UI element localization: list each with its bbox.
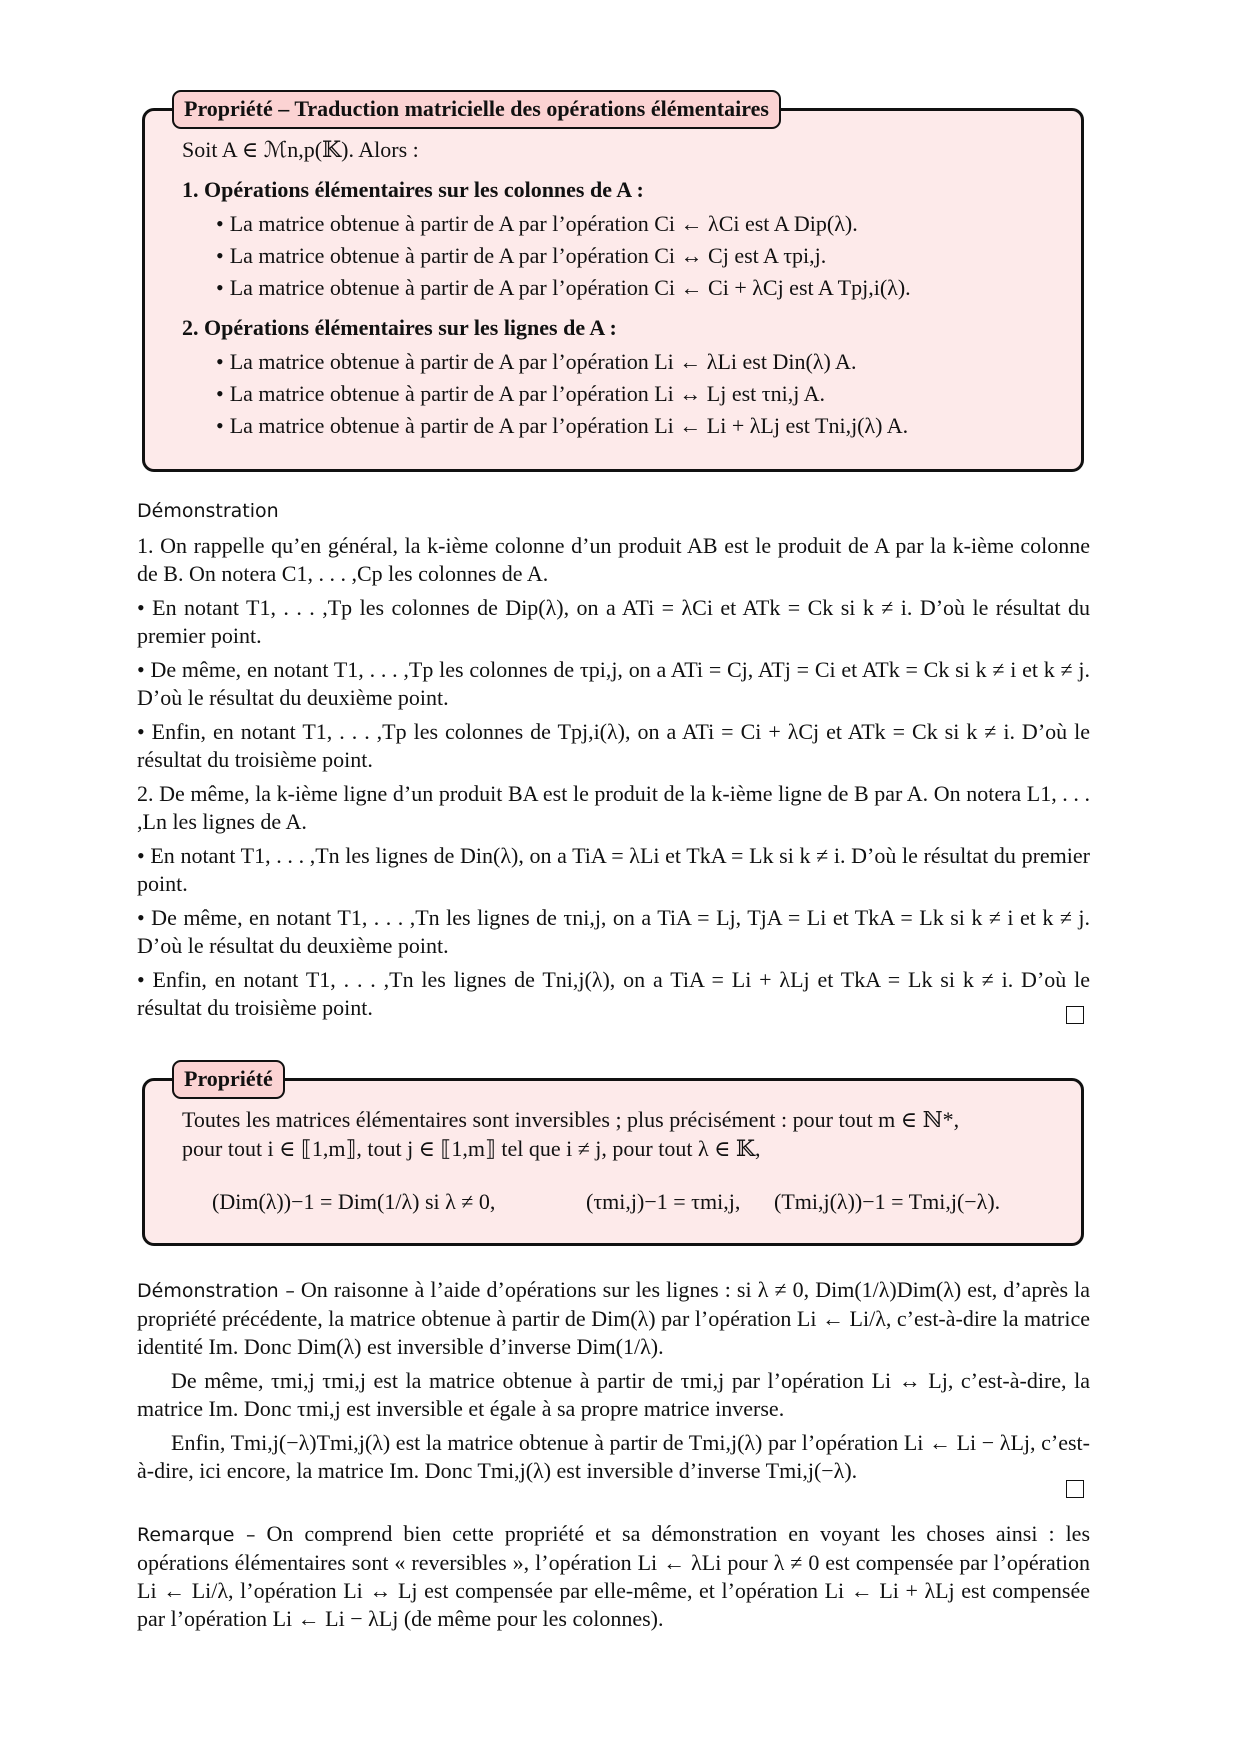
property-title-operations: Propriété – Traduction matricielle des opérations élémentaires (172, 90, 781, 129)
columns-item-3: • La matrice obtenue à partir de A par l’opération Ci ← Ci + λCj est A Tpj,i(λ). (216, 274, 911, 302)
demo-paragraph-8: • Enfin, en notant T1, . . . ,Tn les lignes de Tni,j(λ), on a TiA = Li + λLj et TkA = Lk si k ≠ i. D’où le résultat du troisième point. (137, 967, 1090, 1020)
demo-paragraph-2: • En notant T1, . . . ,Tp les colonnes de Dip(λ), on a ATi = λCi et ATk = Ck si k ≠ i. D’où le résultat du premier point. (137, 595, 1090, 648)
columns-item-1: • La matrice obtenue à partir de A par l’opération Ci ← λCi est A Dip(λ). (216, 210, 858, 238)
demo-paragraph-6: • En notant T1, . . . ,Tn les lignes de Din(λ), on a TiA = λLi et TkA = Lk si k ≠ i. D’où le résultat du premier point. (137, 843, 1090, 896)
demonstration-2-label: Démonstration – (137, 1280, 295, 1302)
rows-item-2: • La matrice obtenue à partir de A par l’opération Li ↔ Lj est τni,j A. (216, 380, 825, 408)
demo-paragraph-1: 1. On rappelle qu’en général, la k-ième colonne d’un produit AB est le produit de A par la k-ième colonne de B. On notera C1, . . . ,Cp les colonnes de A. (137, 533, 1090, 586)
demo2-paragraph-2: De même, τmi,j τmi,j est la matrice obtenue à partir de τmi,j par l’opération Li ↔ Lj, c’est-à-dire, la matrice Im. Donc τmi,j est inversible et égale à sa propre matrice inverse. (137, 1368, 1090, 1421)
rows-heading: 2. Opérations élémentaires sur les lignes de A : (182, 315, 617, 340)
remark-body (137, 1520, 1090, 1639)
qed-square-icon-2 (1066, 1480, 1084, 1498)
demo-paragraph-7: • De même, en notant T1, . . . ,Tn les lignes de τni,j, on a TiA = Lj, TjA = Li et TkA = Lk si k ≠ i et k ≠ j. D’où le résultat du deuxième point. (137, 905, 1090, 958)
demo2-paragraph-3: Enfin, Tmi,j(−λ)Tmi,j(λ) est la matrice obtenue à partir de Tmi,j(λ) par l’opération Li ← Li − λLj, c’est-à-dire, ici encore, la matrice Im. Donc Tmi,j(λ) est inversible d’inverse Tmi,j(−λ). (137, 1430, 1090, 1483)
rows-item-1: • La matrice obtenue à partir de A par l’opération Li ← λLi est Din(λ) A. (216, 348, 856, 376)
inverse-formula-tau: (τmi,j)−1 = τmi,j, (586, 1189, 741, 1214)
demo2-paragraph-1-text: On raisonne à l’aide d’opérations sur les lignes : si λ ≠ 0, Dim(1/λ)Dim(λ) est, d’après la propriété précédente, la matrice obtenue à partir de Dim(λ) par l’opération Li ← Li/λ, c’est-à-dire la matrice identité Im. Donc Dim(λ) est inversible d’inverse Dim(1/λ). (137, 1277, 1091, 1359)
inverse-formula-D: (Dim(λ))−1 = Dim(1/λ) si λ ≠ 0, (212, 1189, 496, 1214)
property-title-inverse: Propriété (172, 1060, 285, 1099)
property-intro: Soit A ∈ ℳn,p(𝕂). Alors : (182, 137, 419, 162)
columns-item-2: • La matrice obtenue à partir de A par l’opération Ci ↔ Cj est A τpi,j. (216, 242, 826, 270)
rows-item-3: • La matrice obtenue à partir de A par l’opération Li ← Li + λLj est Tni,j(λ) A. (216, 412, 908, 440)
remark-paragraph (137, 1520, 1090, 1633)
inverse-formula-T: (Tmi,j(λ))−1 = Tmi,j(−λ). (774, 1189, 1001, 1214)
demo-paragraph-3: • De même, en notant T1, . . . ,Tp les colonnes de τpi,j, on a ATi = Cj, ATj = Ci et ATk = Ck si k ≠ i et k ≠ j. D’où le résultat du deuxième point. (137, 657, 1090, 710)
demonstration-body (137, 532, 1090, 1028)
columns-heading: 1. Opérations élémentaires sur les colonnes de A : (182, 177, 644, 202)
demonstration-2-body (137, 1276, 1090, 1491)
inverse-statement-line-2: pour tout i ∈ ⟦1,m⟧, tout j ∈ ⟦1,m⟧ tel que i ≠ j, pour tout λ ∈ 𝕂, (182, 1136, 761, 1161)
demo2-paragraph-1 (137, 1276, 1090, 1361)
remark-text: On comprend bien cette propriété et sa démonstration en voyant les choses ainsi : les opérations élémentaires sont « reversibles », l’opération Li ← λLi pour λ ≠ 0 est compensée par l’opération Li ← Li/λ, l’opération Li ↔ Lj est compensée par elle-même, et l’opération Li ← Li + λLj est compensée par l’opération Li ← Li − λLj (de même pour les colonnes). (137, 1521, 1091, 1631)
demonstration-label: Démonstration (137, 500, 279, 522)
remark-label: Remarque – (137, 1524, 256, 1546)
qed-square-icon (1066, 1006, 1084, 1024)
demo-paragraph-4: • Enfin, en notant T1, . . . ,Tp les colonnes de Tpj,i(λ), on a ATi = Ci + λCj et ATk = Ck si k ≠ i. D’où le résultat du troisième point. (137, 719, 1090, 772)
inverse-statement-line-1: Toutes les matrices élémentaires sont inversibles ; plus précisément : pour tout m ∈ ℕ*, (182, 1107, 960, 1132)
demo-paragraph-5: 2. De même, la k-ième ligne d’un produit BA est le produit de la k-ième ligne de B par A. On notera L1, . . . ,Ln les lignes de A. (137, 781, 1090, 834)
